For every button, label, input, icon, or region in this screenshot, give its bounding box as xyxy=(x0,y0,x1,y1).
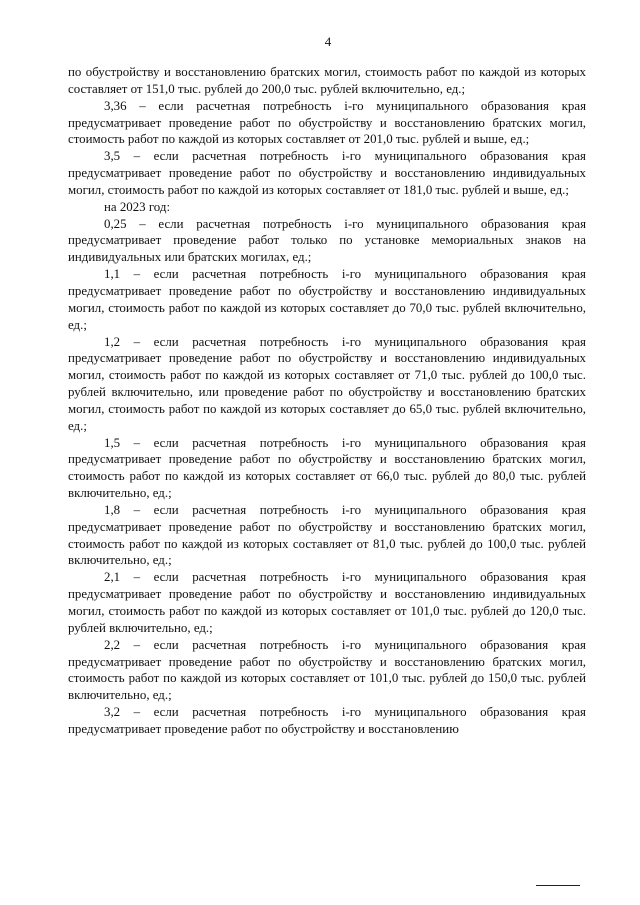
paragraph-coef-3-36: 3,36 – если расчетная потребность i-го муниципального образования края предусматривает проведение работ по обустройству и восстановлению братских могил, стоимость работ по каждой из которых составляет от 201,0 тыс. рублей и выше, ед.; xyxy=(68,98,586,147)
paragraph-coef-1-8: 1,8 – если расчетная потребность i-го муниципального образования края предусматривает проведение работ по обустройству и восстановлению братских могил, стоимость работ по каждой из которых составляет от 81,0 тыс. рублей до 100,0 тыс. рублей включительно, ед.; xyxy=(68,502,586,568)
paragraph-coef-0-25: 0,25 – если расчетная потребность i-го муниципального образования края предусматривает проведение работ только по установке мемориальных знаков на индивидуальных или братских могилах, ед.; xyxy=(68,216,586,265)
paragraph-coef-1-1: 1,1 – если расчетная потребность i-го муниципального образования края предусматривает проведение работ по обустройству и восстановлению индивидуальных могил, стоимость работ по каждой из которых составляет до 70,0 тыс. рублей включительно, ед.; xyxy=(68,267,586,332)
paragraph-coef-1-5: 1,5 – если расчетная потребность i-го муниципального образования края предусматривает проведение работ по обустройству и восстановлению братских могил, стоимость работ по каждой из которых составляет от 66,0 тыс. рублей до 80,0 тыс. рублей включительно, ед.; xyxy=(68,435,586,501)
page-number: 4 xyxy=(324,34,332,49)
paragraph-year-2023: на 2023 год: xyxy=(104,199,171,214)
paragraph-continuation: по обустройству и восстановлению братских могил, стоимость работ по каждой из которых составляет от 151,0 тыс. рублей до 200,0 тыс. рублей включительно, ед.; xyxy=(68,65,586,96)
paragraph-coef-3-2: 3,2 – если расчетная потребность i-го муниципального образования края предусматривает проведение работ по обустройству и восстановлению xyxy=(68,705,586,736)
paragraph-coef-1-2: 1,2 – если расчетная потребность i-го муниципального образования края предусматривает проведение работ по обустройству и восстановлению индивидуальных могил, стоимость работ по каждой из которых составляет от 71,0 тыс. рублей до 100,0 тыс. рублей включительно, или проведение работ по обустройству и восстановлению братских могил, стоимость работ по каждой из которых составляет до 65,0 тыс. рублей включительно, ед.; xyxy=(68,334,586,433)
paragraph-coef-3-5: 3,5 – если расчетная потребность i-го муниципального образования края предусматривает проведение работ по обустройству и восстановлению индивидуальных могил, стоимость работ по каждой из которых составляет от 181,0 тыс. рублей и выше, ед.; xyxy=(68,149,586,197)
document-body xyxy=(68,64,586,738)
paragraph-coef-2-2: 2,2 – если расчетная потребность i-го муниципального образования края предусматривает проведение работ по обустройству и восстановлению братских могил, стоимость работ по каждой из которых составляет от 101,0 тыс. рублей до 150,0 тыс. рублей включительно, ед.; xyxy=(68,637,586,703)
paragraph-coef-2-1: 2,1 – если расчетная потребность i-го муниципального образования края предусматривает проведение работ по обустройству и восстановлению индивидуальных могил, стоимость работ по каждой из которых составляет от 101,0 тыс. рублей до 120,0 тыс. рублей включительно, ед.; xyxy=(68,570,586,635)
footer-rule xyxy=(536,885,580,886)
